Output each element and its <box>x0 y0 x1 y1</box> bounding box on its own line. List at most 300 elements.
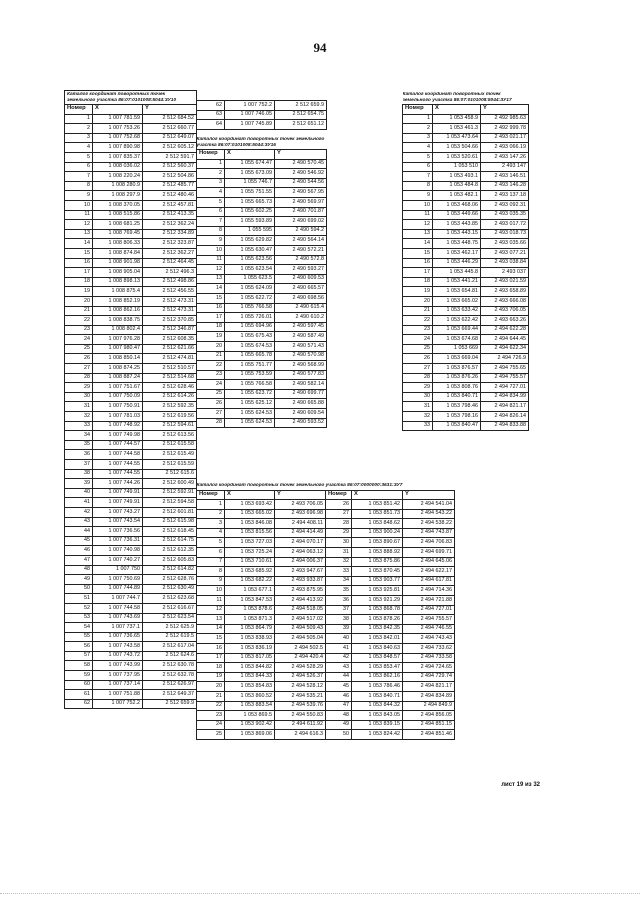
point-number: 1 <box>403 114 433 124</box>
coordinate-y: 2 512 660.77 <box>143 124 197 134</box>
point-number: 11 <box>403 210 433 220</box>
coordinate-x: 1 007 744.26 <box>93 479 143 489</box>
point-number: 39 <box>326 624 352 634</box>
coordinate-y: 2 494 743.43 <box>403 634 455 644</box>
coordinate-y: 2 493 875.95 <box>275 586 326 596</box>
point-number: 33 <box>403 421 433 431</box>
coordinate-y: 2 512 649.37 <box>143 690 197 700</box>
point-number: 14 <box>65 239 93 249</box>
coordinate-x: 1 053 484.8 <box>433 181 481 191</box>
point-number: 10 <box>197 245 225 255</box>
coordinate-x: 1 053 844.32 <box>352 701 403 711</box>
point-number: 4 <box>65 143 93 153</box>
coordinate-y: 2 490 582.14 <box>275 380 327 390</box>
table-row <box>65 153 197 163</box>
point-number: 11 <box>65 210 93 220</box>
coordinate-y: 2 494 821.17 <box>403 682 455 692</box>
table-row <box>65 373 197 383</box>
coordinate-y: 2 512 630.49 <box>143 584 197 594</box>
point-number: 22 <box>403 316 433 326</box>
table-row <box>403 306 529 316</box>
coordinate-x: 1 053 851.73 <box>352 509 403 519</box>
table-row <box>197 557 455 567</box>
coordinate-y: 2 493 947.67 <box>275 567 326 577</box>
coordinate-x: 1 053 504.66 <box>433 143 481 153</box>
coordinate-x: 1 053 869.5 <box>225 711 275 721</box>
coordinate-y: 2 512 654.75 <box>275 110 327 120</box>
table-row <box>65 335 197 345</box>
table-row <box>65 287 197 297</box>
point-number: 12 <box>197 265 225 275</box>
coordinate-y: 2 512 456.55 <box>143 287 197 297</box>
coordinate-y: 2 512 615.58 <box>143 440 197 450</box>
point-number: 30 <box>326 538 352 548</box>
point-number: 1 <box>197 159 225 169</box>
coordinate-x: 1 055 624.09 <box>225 284 275 294</box>
coordinate-x: 1 007 744.89 <box>93 584 143 594</box>
point-number: 8 <box>197 567 225 577</box>
table-row <box>403 268 529 278</box>
coordinate-y: 2 494 505.04 <box>275 634 326 644</box>
coordinate-y: 2 512 651.12 <box>275 120 327 130</box>
table-row <box>65 527 197 537</box>
point-number: 55 <box>65 632 93 642</box>
table-row <box>65 210 197 220</box>
point-number: 14 <box>197 284 225 294</box>
table-row <box>197 274 327 284</box>
coordinate-x: 1 055 623.54 <box>225 265 275 275</box>
coordinate-x: 1 053 824.42 <box>352 730 403 740</box>
coordinate-x: 1 007 752.2 <box>93 699 143 709</box>
point-number: 30 <box>65 392 93 402</box>
coordinate-x: 1 053 665.02 <box>225 509 275 519</box>
coordinate-y: 2 492 985.63 <box>481 114 529 124</box>
coordinate-y: 2 493 706.05 <box>275 500 326 510</box>
coordinate-y: 2 494 726.9 <box>481 354 529 364</box>
table-row <box>197 672 455 682</box>
column-header-number: Номер <box>197 490 225 500</box>
table-row <box>65 431 197 441</box>
coordinate-y: 2 512 684.52 <box>143 114 197 124</box>
table-row <box>197 711 455 721</box>
point-number: 1 <box>65 114 93 124</box>
point-number: 36 <box>326 596 352 606</box>
coordinate-y: 2 512 362.24 <box>143 220 197 230</box>
point-number: 15 <box>197 634 225 644</box>
coordinate-x: 1 053 482.1 <box>433 191 481 201</box>
coordinate-y: 2 492 999.78 <box>481 124 529 134</box>
table-row <box>403 258 529 268</box>
table-row <box>197 188 327 198</box>
coordinate-y: 2 512 615.6 <box>143 469 197 479</box>
coordinate-x: 1 008 280.9 <box>93 181 143 191</box>
coordinate-x: 1 055 673.09 <box>225 169 275 179</box>
point-number: 27 <box>197 409 225 419</box>
table-row <box>197 370 327 380</box>
table-row <box>65 584 197 594</box>
table-row <box>197 361 327 371</box>
table-row <box>403 335 529 345</box>
table-row <box>403 354 529 364</box>
coordinate-x: 1 055 623.72 <box>225 389 275 399</box>
table-row <box>197 101 327 111</box>
coordinate-x: 1 055 753.59 <box>225 370 275 380</box>
coordinate-y: 2 494 006.37 <box>275 557 326 567</box>
table-row <box>403 143 529 153</box>
table-row <box>65 277 197 287</box>
column-header-x: X <box>225 490 275 500</box>
coordinate-y: 2 494 517.02 <box>275 615 326 625</box>
table-row <box>65 699 197 709</box>
coordinate-y: 2 512 630.78 <box>143 661 197 671</box>
table-row <box>197 236 327 246</box>
coordinate-x: 1 007 736.31 <box>93 536 143 546</box>
coordinate-x: 1 055 622.72 <box>225 293 275 303</box>
coordinate-x: 1 008 297.9 <box>93 191 143 201</box>
coordinate-x: 1 053 925.81 <box>352 586 403 596</box>
coordinate-y: 2 493 696.98 <box>275 509 326 519</box>
table-row <box>403 114 529 124</box>
table-row <box>197 178 327 188</box>
table-row <box>65 632 197 642</box>
coordinate-x: 1 053 462.17 <box>433 248 481 258</box>
coordinate-y: 2 490 593.27 <box>275 265 327 275</box>
coordinate-x: 1 008 875.4 <box>93 287 143 297</box>
coordinate-y: 2 493 037 <box>481 268 529 278</box>
coordinate-y: 2 512 514.68 <box>143 373 197 383</box>
point-number: 59 <box>65 671 93 681</box>
coordinate-y: 2 490 699.77 <box>275 389 327 399</box>
point-number: 47 <box>326 701 352 711</box>
coordinate-y: 2 512 496.3 <box>143 268 197 278</box>
table-row <box>65 229 197 239</box>
point-number: 49 <box>65 575 93 585</box>
point-number: 23 <box>403 325 433 335</box>
point-number: 12 <box>65 220 93 230</box>
point-number: 37 <box>65 460 93 470</box>
table-row <box>65 575 197 585</box>
coordinate-y: 2 493 146.51 <box>481 172 529 182</box>
coordinate-x: 1 053 860.52 <box>225 691 275 701</box>
point-number: 6 <box>197 207 225 217</box>
point-number: 3 <box>65 133 93 143</box>
table-row <box>403 220 529 230</box>
coordinate-x: 1 053 493.1 <box>433 172 481 182</box>
coordinate-x: 1 053 869.06 <box>225 730 275 740</box>
table-row <box>65 488 197 498</box>
table-row <box>65 392 197 402</box>
coordinate-y: 2 512 601.81 <box>143 507 197 517</box>
coordinate-y: 2 490 593.52 <box>275 418 327 428</box>
coordinate-y: 2 512 628.46 <box>143 383 197 393</box>
point-number: 35 <box>65 440 93 450</box>
coordinate-y: 2 512 560.37 <box>143 162 197 172</box>
table-row <box>403 421 529 431</box>
coordinate-x: 1 007 743.27 <box>93 507 143 517</box>
coordinate-x: 1 007 752.68 <box>93 133 143 143</box>
table-row <box>65 661 197 671</box>
coordinate-y: 2 494 856.05 <box>403 711 455 721</box>
point-number: 32 <box>326 557 352 567</box>
coordinate-y: 2 494 755.57 <box>481 373 529 383</box>
coordinate-y: 2 493 666.08 <box>481 296 529 306</box>
coordinate-x: 1 053 883.54 <box>225 701 275 711</box>
coordinate-y: 2 493 018.73 <box>481 229 529 239</box>
coordinate-x: 1 053 864.79 <box>225 624 275 634</box>
point-number: 6 <box>65 162 93 172</box>
coordinate-x: 1 053 844.82 <box>225 663 275 673</box>
coordinate-y: 2 494 821.17 <box>481 402 529 412</box>
table-row <box>197 605 455 615</box>
point-number: 9 <box>197 236 225 246</box>
point-number: 42 <box>326 653 352 663</box>
point-number: 62 <box>65 699 93 709</box>
coordinate-y: 2 512 591.7 <box>143 153 197 163</box>
table-row <box>403 229 529 239</box>
column-header-number: Номер <box>326 490 352 500</box>
coordinate-y: 2 494 755.65 <box>481 364 529 374</box>
point-number: 3 <box>403 133 433 143</box>
coordinate-x: 1 007 748.92 <box>93 421 143 431</box>
table-row <box>65 402 197 412</box>
coordinate-y: 2 512 413.35 <box>143 210 197 220</box>
table-row <box>403 392 529 402</box>
point-number: 25 <box>197 730 225 740</box>
table-row <box>403 373 529 383</box>
coordinate-y: 2 490 699.02 <box>275 217 327 227</box>
point-number: 20 <box>65 296 93 306</box>
coordinate-x: 1 008 036.02 <box>93 162 143 172</box>
coordinate-y: 2 494 743.87 <box>403 528 455 538</box>
table-row <box>65 517 197 527</box>
coordinate-x: 1 008 806.33 <box>93 239 143 249</box>
coordinate-x: 1 055 726.01 <box>225 313 275 323</box>
table-row <box>403 181 529 191</box>
coordinate-y: 2 493 706.05 <box>481 306 529 316</box>
point-number: 19 <box>197 332 225 342</box>
coordinates-table-zu7 <box>196 483 455 740</box>
coordinate-x: 1 053 808.76 <box>433 383 481 393</box>
table-row <box>403 133 529 143</box>
coordinate-y: 2 512 473.31 <box>143 306 197 316</box>
point-number: 10 <box>197 586 225 596</box>
table-row <box>65 325 197 335</box>
table-row <box>197 538 455 548</box>
coordinate-y: 2 512 594.58 <box>143 498 197 508</box>
point-number: 26 <box>403 354 433 364</box>
coordinate-y: 2 494 541.04 <box>403 500 455 510</box>
coordinate-x: 1 053 876.57 <box>433 364 481 374</box>
coordinate-x: 1 053 870.45 <box>352 567 403 577</box>
coordinate-x: 1 007 736.65 <box>93 632 143 642</box>
coordinate-y: 2 494 526.37 <box>275 672 326 682</box>
coordinate-y: 2 512 624.6 <box>143 651 197 661</box>
point-number: 42 <box>65 507 93 517</box>
coordinate-y: 2 512 625.9 <box>143 623 197 633</box>
coordinate-y: 2 493 147.26 <box>481 153 529 163</box>
table-row <box>197 409 327 419</box>
coordinate-y: 2 512 626.97 <box>143 680 197 690</box>
point-number: 7 <box>403 172 433 182</box>
coordinate-x: 1 055 625.12 <box>225 399 275 409</box>
coordinate-y: 2 494 543.22 <box>403 509 455 519</box>
coordinate-x: 1 053 878.6 <box>225 605 275 615</box>
coordinate-x: 1 053 468.06 <box>433 200 481 210</box>
coordinate-x: 1 007 835.37 <box>93 153 143 163</box>
coordinate-y: 2 490 564.14 <box>275 236 327 246</box>
point-number: 3 <box>197 178 225 188</box>
coordinate-y: 2 490 572.8 <box>275 255 327 265</box>
coordinate-x: 1 055 623.5 <box>225 274 275 284</box>
coordinate-y: 2 512 623.68 <box>143 594 197 604</box>
column-header-y: Y <box>403 490 455 500</box>
coordinate-x: 1 053 449.66 <box>433 210 481 220</box>
coordinate-y: 2 512 619.56 <box>143 412 197 422</box>
coordinate-y: 2 512 605.12 <box>143 143 197 153</box>
table-row <box>197 624 455 634</box>
table-row <box>65 680 197 690</box>
coordinate-y: 2 512 612.35 <box>143 546 197 556</box>
table-row <box>197 586 455 596</box>
coordinate-x: 1 053 817.05 <box>225 653 275 663</box>
coordinate-x: 1 008 862.16 <box>93 306 143 316</box>
table-row <box>65 412 197 422</box>
page-number: 94 <box>313 40 327 55</box>
sheet-label: лист 19 из 32 <box>501 782 540 788</box>
point-number: 10 <box>65 200 93 210</box>
coordinate-y: 2 490 665.88 <box>275 399 327 409</box>
table-header-row <box>403 105 529 115</box>
coordinate-x: 1 053 445.8 <box>433 268 481 278</box>
coordinate-x: 1 007 737.95 <box>93 671 143 681</box>
table-row <box>65 364 197 374</box>
coordinate-x: 1 053 840.71 <box>352 691 403 701</box>
coordinate-x: 1 053 473.64 <box>433 133 481 143</box>
coordinate-y: 2 493 038.84 <box>481 258 529 268</box>
point-number: 17 <box>197 653 225 663</box>
coordinate-y: 2 494 834.89 <box>403 691 455 701</box>
coordinate-x: 1 053 815.56 <box>225 528 275 538</box>
table-row <box>197 548 455 558</box>
coordinate-y: 2 490 615.4 <box>275 303 327 313</box>
coordinate-y: 2 512 616.67 <box>143 603 197 613</box>
table-row <box>65 603 197 613</box>
coordinate-y: 2 512 600.49 <box>143 479 197 489</box>
coordinate-y: 2 494 714.36 <box>403 586 455 596</box>
table-row <box>197 332 327 342</box>
table-row <box>197 255 327 265</box>
table-row <box>197 120 327 130</box>
point-number: 40 <box>65 488 93 498</box>
point-number: 28 <box>197 418 225 428</box>
coordinate-x: 1 053 871.3 <box>225 615 275 625</box>
coordinate-x: 1 053 839.15 <box>352 720 403 730</box>
coordinate-y: 2 512 370.85 <box>143 316 197 326</box>
coordinate-x: 1 055 751.77 <box>225 361 275 371</box>
coordinate-y: 2 494 070.17 <box>275 538 326 548</box>
table-row <box>65 306 197 316</box>
table-row <box>65 594 197 604</box>
table-row <box>65 555 197 565</box>
point-number: 24 <box>403 335 433 345</box>
coordinate-y: 2 494 502.5 <box>275 644 326 654</box>
point-number: 25 <box>65 344 93 354</box>
coordinate-y: 2 512 334.89 <box>143 229 197 239</box>
coordinate-y: 2 493 137.18 <box>481 191 529 201</box>
point-number: 31 <box>403 402 433 412</box>
coordinate-x: 1 007 744.58 <box>93 450 143 460</box>
point-number: 34 <box>65 431 93 441</box>
coordinate-x: 1 055 674.53 <box>225 341 275 351</box>
table-row <box>65 220 197 230</box>
table-row <box>65 642 197 652</box>
table-row <box>403 172 529 182</box>
coordinate-y: 2 512 632.78 <box>143 671 197 681</box>
table-row <box>197 245 327 255</box>
coordinate-y: 2 512 346.87 <box>143 325 197 335</box>
point-number: 2 <box>65 124 93 134</box>
coordinate-x: 1 008 852.19 <box>93 296 143 306</box>
table-row <box>197 615 455 625</box>
coordinate-x: 1 007 744.7 <box>93 594 143 604</box>
table-caption-row <box>65 91 197 105</box>
point-number: 16 <box>403 258 433 268</box>
point-number: 8 <box>197 226 225 236</box>
coordinates-table-zu10-continued <box>196 100 327 130</box>
table-row <box>403 412 529 422</box>
coordinate-y: 2 512 605.83 <box>143 555 197 565</box>
point-number: 45 <box>326 682 352 692</box>
point-number: 34 <box>326 576 352 586</box>
table-row <box>197 341 327 351</box>
coordinate-x: 1 007 751.67 <box>93 383 143 393</box>
column-header-x: X <box>93 105 143 115</box>
column-header-x: X <box>225 150 275 160</box>
coordinate-x: 1 007 743.99 <box>93 661 143 671</box>
point-number: 9 <box>197 576 225 586</box>
point-number: 31 <box>65 402 93 412</box>
coordinate-x: 1 053 862.16 <box>352 672 403 682</box>
coordinate-y: 2 490 665.57 <box>275 284 327 294</box>
point-number: 4 <box>403 143 433 153</box>
point-number: 33 <box>326 567 352 577</box>
table-row <box>197 653 455 663</box>
coordinate-x: 1 007 744.57 <box>93 440 143 450</box>
coordinate-y: 2 512 608.35 <box>143 335 197 345</box>
coordinate-x: 1 053 441.21 <box>433 277 481 287</box>
point-number: 26 <box>197 399 225 409</box>
table-row <box>197 567 455 577</box>
point-number: 24 <box>65 335 93 345</box>
coordinate-x: 1 053 853.47 <box>352 663 403 673</box>
point-number: 11 <box>197 255 225 265</box>
table-row <box>65 248 197 258</box>
coordinates-table-zu10 <box>64 90 197 709</box>
coordinate-y: 2 490 577.83 <box>275 370 327 380</box>
table-row <box>197 159 327 169</box>
table-row <box>65 623 197 633</box>
table-row <box>65 181 197 191</box>
coordinate-y: 2 494 733.62 <box>403 644 455 654</box>
table-row <box>65 133 197 143</box>
coordinate-y: 2 494 616.3 <box>275 730 326 740</box>
point-number: 16 <box>197 644 225 654</box>
table-row <box>65 613 197 623</box>
coordinate-x: 1 053 840.47 <box>433 421 481 431</box>
coordinate-y: 2 494 528.12 <box>275 682 326 692</box>
coordinate-x: 1 053 854.83 <box>225 682 275 692</box>
point-number: 54 <box>65 623 93 633</box>
